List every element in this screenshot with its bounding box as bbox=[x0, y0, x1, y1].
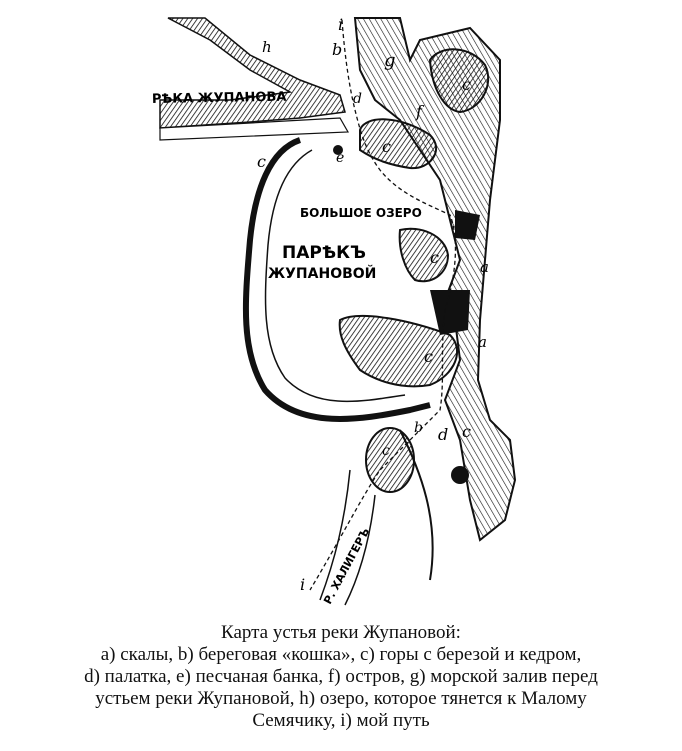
caption-title: Карта устья реки Жупановой: bbox=[221, 622, 461, 643]
letter-i-top: i bbox=[338, 15, 344, 34]
letter-c-3: c bbox=[382, 137, 391, 156]
letter-e: e bbox=[336, 150, 345, 166]
letter-a-2: a bbox=[478, 333, 487, 351]
letter-f: f bbox=[416, 102, 422, 121]
letter-d-top: d bbox=[353, 91, 362, 107]
river-zhupanova bbox=[160, 18, 348, 140]
label-park-2: ЖУПАНОВОЙ bbox=[268, 266, 377, 282]
letter-c-5: c bbox=[424, 347, 433, 366]
map-caption bbox=[0, 622, 682, 732]
label-park-1: ПАРѢКЪ bbox=[282, 243, 366, 263]
caption-line-3: устьем реки Жупановой, h) озеро, которое тянется к Малому bbox=[95, 688, 587, 709]
letter-c-6: c bbox=[462, 422, 471, 441]
label-river: РѢКА ЖУПАНОВА bbox=[151, 89, 287, 107]
label-khaliger: Р. ХАЛИГЕРЪ bbox=[321, 525, 373, 607]
caption-line-1: а) скалы, b) береговая «кошка», с) горы с березой и кедром, bbox=[100, 644, 582, 665]
letter-c-4: c bbox=[430, 248, 439, 267]
letter-c-7: c bbox=[382, 443, 390, 459]
letter-b-mid: b bbox=[414, 420, 423, 436]
letter-a-1: a bbox=[480, 258, 489, 276]
letter-i-bottom: i bbox=[300, 575, 306, 594]
letter-b-top: b bbox=[332, 40, 343, 59]
label-lake: БОЛЬШОЕ ОЗЕРО bbox=[300, 206, 422, 220]
caption-line-4: Семячику, i) мой путь bbox=[252, 710, 430, 731]
letter-h: h bbox=[262, 38, 272, 56]
letter-c-2: c bbox=[257, 152, 266, 171]
letter-d-mid: d bbox=[438, 425, 449, 444]
letter-g: g bbox=[384, 50, 396, 71]
letter-c-1: c bbox=[462, 75, 471, 94]
caption-line-2: d) палатка, е) песчаная банка, f) остров, g) морской залив перед bbox=[84, 666, 598, 687]
